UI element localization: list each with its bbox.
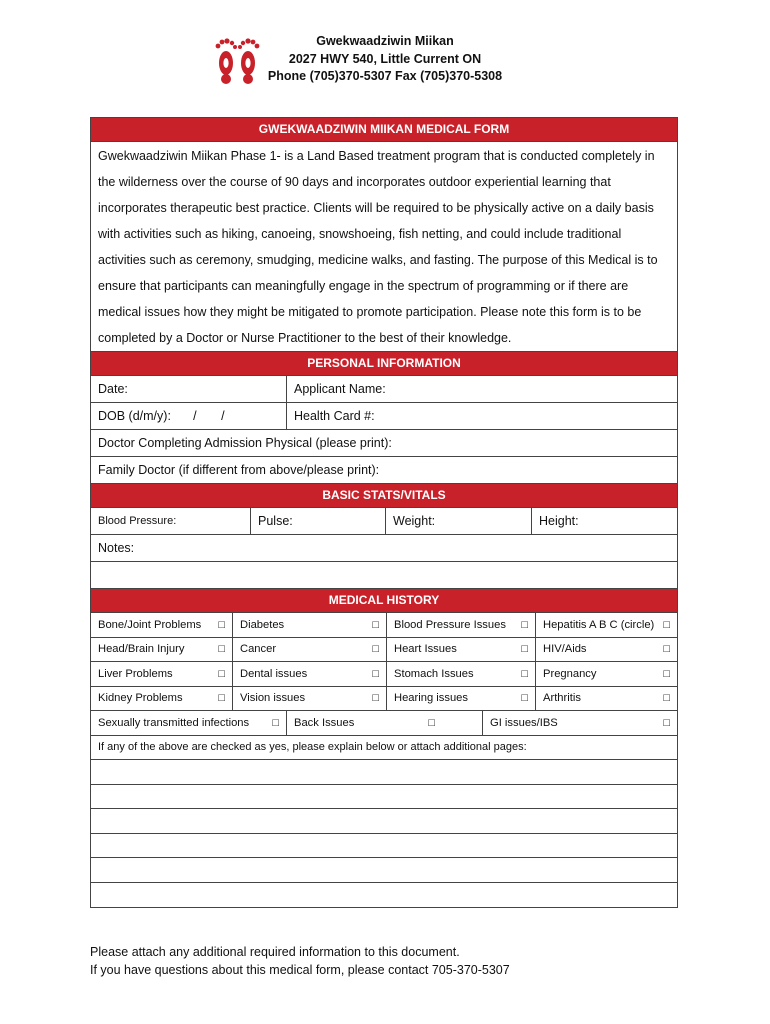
history-item[interactable] <box>233 687 387 711</box>
org-name: Gwekwaadziwin Miikan <box>316 34 454 48</box>
checkbox[interactable]: □ <box>663 716 670 729</box>
history-item[interactable] <box>536 638 677 662</box>
history-item[interactable] <box>91 638 233 662</box>
explain-blank-row[interactable] <box>91 760 677 785</box>
history-item-label: Arthritis <box>543 692 581 705</box>
dob-separator: / <box>193 409 197 423</box>
date-applicant-row <box>91 376 677 403</box>
date-field[interactable] <box>91 376 287 402</box>
explain-blank-row[interactable] <box>91 809 677 834</box>
family-doctor-label: Family Doctor (if different from above/please print): <box>98 463 380 477</box>
personal-info-heading: PERSONAL INFORMATION <box>91 352 677 376</box>
history-item-label: Pregnancy <box>543 667 597 680</box>
date-label: Date: <box>98 382 128 396</box>
history-item[interactable] <box>387 662 536 686</box>
dob-separator: / <box>221 409 225 423</box>
explain-blank-row[interactable] <box>91 858 677 883</box>
checkbox[interactable]: □ <box>218 643 225 656</box>
history-row <box>91 638 677 663</box>
checkbox[interactable]: □ <box>663 667 670 680</box>
checkbox[interactable]: □ <box>428 716 435 729</box>
pulse-label: Pulse: <box>258 514 293 528</box>
history-item-label: Cancer <box>240 643 277 656</box>
history-item[interactable] <box>287 711 483 735</box>
history-item[interactable] <box>233 638 387 662</box>
explain-row <box>91 736 677 761</box>
dob-label: DOB (d/m/y): <box>98 409 171 423</box>
health-card-field[interactable] <box>287 403 677 429</box>
checkbox[interactable]: □ <box>521 643 528 656</box>
vitals-heading: BASIC STATS/VITALS <box>91 484 677 508</box>
family-doctor-field[interactable] <box>91 457 677 483</box>
doctor-label: Doctor Completing Admission Physical (please print): <box>98 436 392 450</box>
form-title: GWEKWAADZIWIN MIIKAN MEDICAL FORM <box>91 118 677 142</box>
checkbox[interactable]: □ <box>218 667 225 680</box>
history-item-label: Head/Brain Injury <box>98 643 185 656</box>
checkbox[interactable]: □ <box>272 716 279 729</box>
history-item-label: Dental issues <box>240 667 308 680</box>
weight-field[interactable] <box>386 508 532 534</box>
history-item[interactable] <box>536 613 677 637</box>
intro-paragraph: Gwekwaadziwin Miikan Phase 1- is a Land Based treatment program that is conducted completely in the wilderness over the course of 90 days and incorporates outdoor experiential learning that incorporates therapeutic best practice. Clients will be required to be physically active on a daily basis with activities such as hiking, canoeing, snowshoeing, fish netting, and could include traditional activities such as ceremony, smudging, medicine walks, and fasting. The purpose of this Medical is to ensure that participants can meaningfully engage in the spectrum of programming or if there are medical issues how they might be mitigated to promote participation. Please note this form is to be completed by a Doctor or Nurse Practitioner to the best of their knowledge. <box>91 142 677 352</box>
history-row <box>91 662 677 687</box>
dob-field[interactable] <box>91 403 287 429</box>
applicant-name-label: Applicant Name: <box>294 382 386 396</box>
history-item-label: Sexually transmitted infections <box>98 716 250 729</box>
checkbox[interactable]: □ <box>372 692 379 705</box>
blood-pressure-label: Blood Pressure: <box>98 515 177 527</box>
history-item-label: Stomach Issues <box>394 667 474 680</box>
org-phone: Phone (705)370-5307 Fax (705)370-5308 <box>267 69 503 83</box>
history-item-label: Heart Issues <box>394 643 457 656</box>
height-label: Height: <box>539 514 579 528</box>
history-item[interactable] <box>233 662 387 686</box>
doctor-row <box>91 430 677 457</box>
weight-label: Weight: <box>393 514 436 528</box>
health-card-label: Health Card #: <box>294 409 375 423</box>
history-row <box>91 613 677 638</box>
footer-line-2: If you have questions about this medical form, please contact 705-370-5307 <box>90 963 510 977</box>
history-item-label: Diabetes <box>240 618 285 631</box>
history-item-label: Liver Problems <box>98 667 173 680</box>
history-item-label: Kidney Problems <box>98 692 183 705</box>
explain-label: If any of the above are checked as yes, please explain below or attach additional pages: <box>98 741 527 754</box>
history-item-label: HIV/Aids <box>543 643 587 656</box>
checkbox[interactable]: □ <box>663 692 670 705</box>
history-item[interactable] <box>91 662 233 686</box>
history-item-label: Hepatitis A B C (circle) <box>543 618 655 631</box>
history-item[interactable] <box>536 662 677 686</box>
checkbox[interactable]: □ <box>521 692 528 705</box>
history-item-label: Bone/Joint Problems <box>98 618 202 631</box>
blood-pressure-field[interactable] <box>91 508 251 534</box>
family-doctor-row <box>91 457 677 484</box>
medical-history-heading: MEDICAL HISTORY <box>91 589 677 613</box>
history-item[interactable] <box>387 638 536 662</box>
history-item[interactable] <box>233 613 387 637</box>
checkbox[interactable]: □ <box>663 618 670 631</box>
vitals-row <box>91 508 677 535</box>
checkbox[interactable]: □ <box>218 618 225 631</box>
history-item[interactable] <box>91 711 287 735</box>
notes-row <box>91 535 677 562</box>
explain-blank-row[interactable] <box>91 834 677 859</box>
checkbox[interactable]: □ <box>663 643 670 656</box>
explain-blank-row[interactable] <box>91 883 677 908</box>
explain-blank-row[interactable] <box>91 785 677 810</box>
history-item[interactable] <box>387 613 536 637</box>
footer-note <box>90 943 510 979</box>
notes-blank-row[interactable] <box>91 562 677 589</box>
history-item-label: Back Issues <box>294 716 355 729</box>
history-item-label: Hearing issues <box>394 692 468 705</box>
height-field[interactable] <box>532 508 677 534</box>
letterhead <box>250 33 520 86</box>
history-row <box>91 687 677 712</box>
org-address: 2027 HWY 540, Little Current ON <box>288 51 482 66</box>
checkbox[interactable]: □ <box>372 618 379 631</box>
checkbox[interactable]: □ <box>521 667 528 680</box>
history-item[interactable] <box>91 613 233 637</box>
history-item[interactable] <box>91 687 233 711</box>
history-item[interactable] <box>483 711 677 735</box>
checkbox[interactable]: □ <box>372 667 379 680</box>
doctor-field[interactable] <box>91 430 677 456</box>
medical-form <box>90 117 678 908</box>
footer-line-1: Please attach any additional required information to this document. <box>90 945 460 959</box>
history-item-label: Vision issues <box>240 692 306 705</box>
history-item[interactable] <box>536 687 677 711</box>
checkbox[interactable]: □ <box>521 618 528 631</box>
notes-field[interactable] <box>91 535 677 561</box>
history-item[interactable] <box>387 687 536 711</box>
applicant-name-field[interactable] <box>287 376 677 402</box>
checkbox[interactable]: □ <box>218 692 225 705</box>
pulse-field[interactable] <box>251 508 386 534</box>
dob-healthcard-row <box>91 403 677 430</box>
notes-label: Notes: <box>98 541 135 555</box>
checkbox[interactable]: □ <box>372 643 379 656</box>
last-history-row <box>91 711 677 736</box>
history-item-label: Blood Pressure Issues <box>394 618 506 631</box>
history-item-label: GI issues/IBS <box>490 716 558 729</box>
